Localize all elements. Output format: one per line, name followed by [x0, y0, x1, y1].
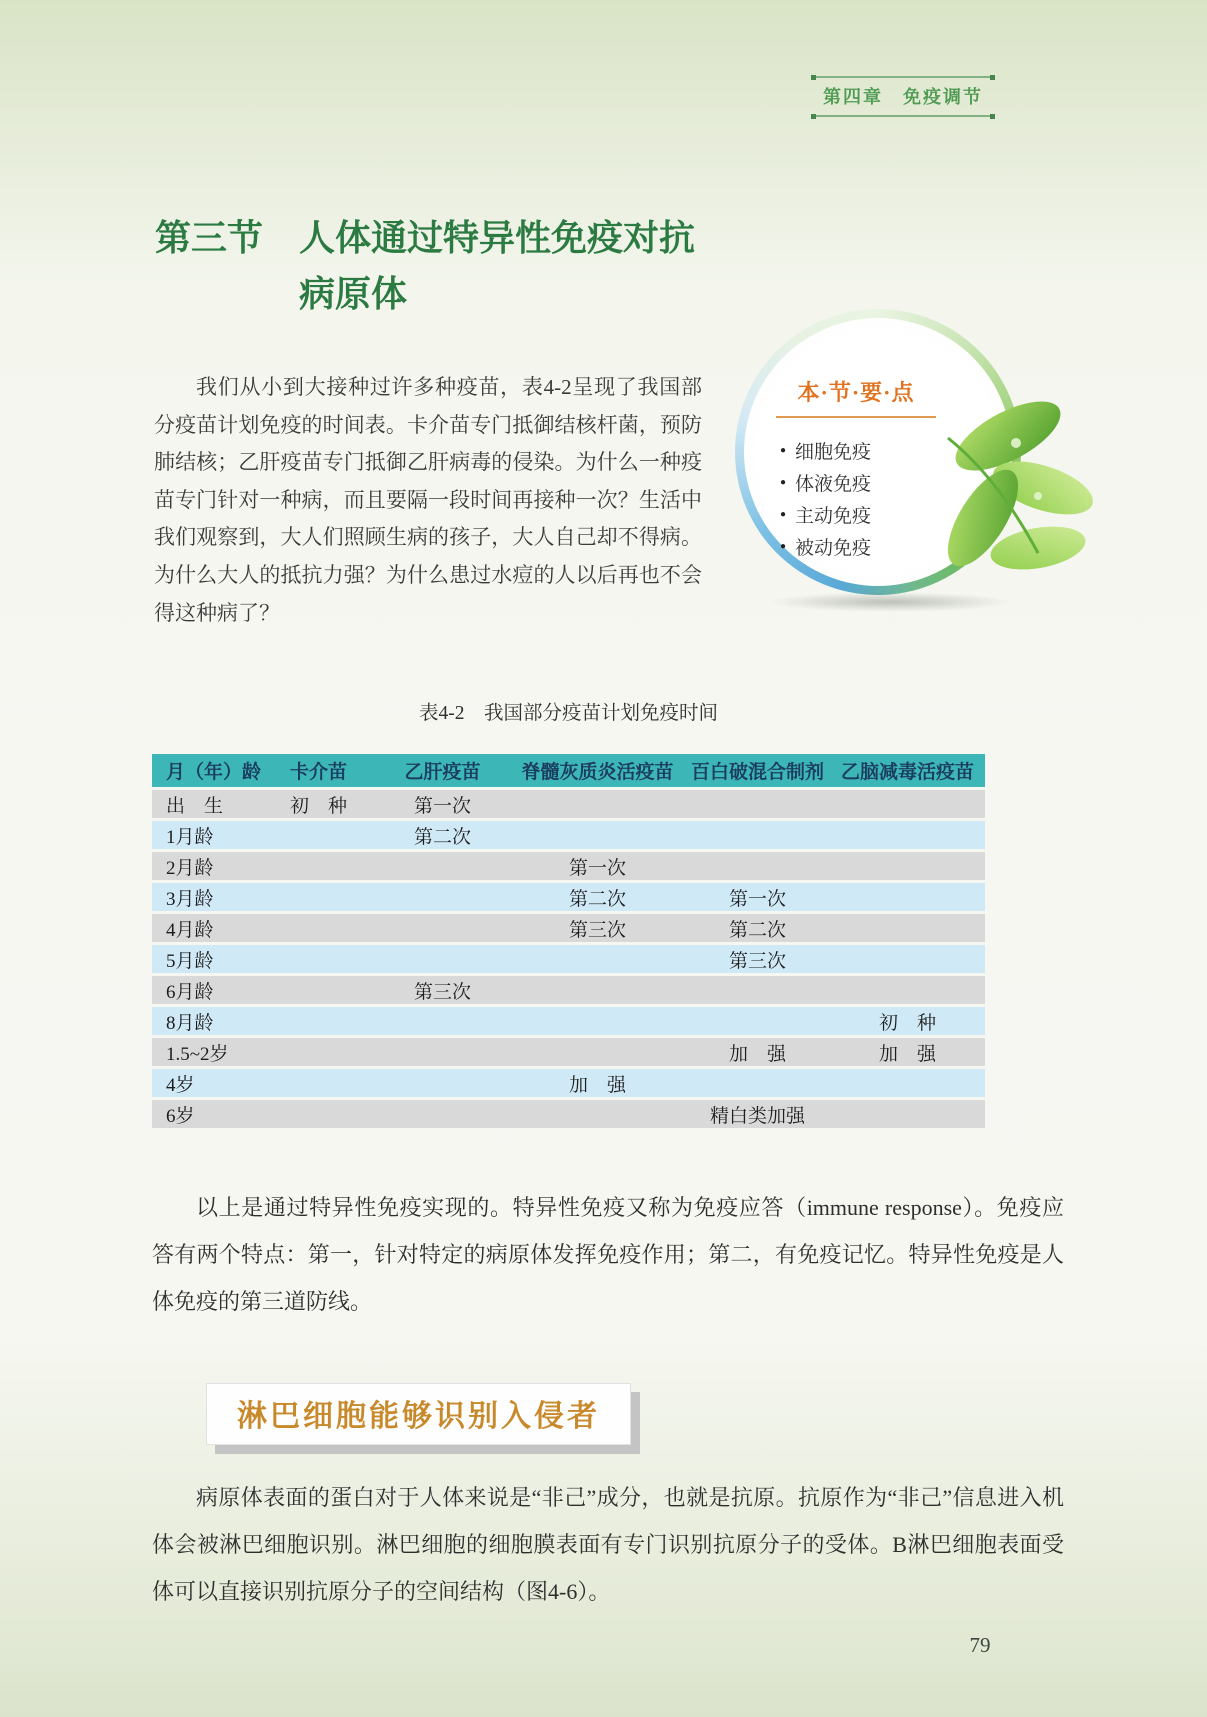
table-cell: 第三次: [728, 950, 786, 972]
section-title-text: [299, 210, 695, 322]
keypoint-item: [780, 466, 936, 498]
keypoint-label: 被动免疫: [795, 537, 872, 559]
bullet-icon: ●: [780, 476, 787, 488]
table-cell: 2月龄: [166, 857, 214, 879]
table-row: [152, 852, 985, 880]
table-cell: 第三次: [413, 981, 471, 1003]
table-cell: 6岁: [166, 1105, 195, 1127]
table-row: [152, 1100, 985, 1128]
table-cell: 初 种: [878, 1012, 936, 1034]
table-cell: 第一次: [568, 857, 626, 879]
table-cell: 1月龄: [166, 826, 214, 848]
table-cell: 第一次: [413, 795, 471, 817]
chapter-header: [813, 76, 993, 117]
header-rule-bottom: [813, 115, 993, 117]
table-row: [152, 790, 985, 818]
table-row: [152, 1038, 985, 1066]
table-cell: 第三次: [568, 919, 626, 941]
page-number: 79: [969, 1633, 991, 1657]
table-header-cell: 乙脑减毒活疫苗: [840, 762, 974, 783]
table-cell: 3月龄: [166, 888, 214, 910]
table-cell: 1.5~2岁: [166, 1043, 229, 1065]
ring-shadow: [768, 592, 1013, 612]
keypoint-item: [780, 434, 936, 466]
leaf-group: [934, 388, 1099, 577]
table-cell: 加 强: [878, 1043, 936, 1065]
keypoints-list: [776, 434, 936, 562]
table-header-cell: 卡介苗: [289, 762, 347, 783]
section-title: [155, 210, 695, 322]
table-header-cell: 百白破混合制剂: [690, 762, 824, 783]
table-row: [152, 945, 985, 973]
keypoint-label: 主动免疫: [795, 505, 872, 527]
table-row: [152, 883, 985, 911]
section-title-line2: 病原体: [299, 274, 408, 314]
specific-immunity-paragraph: 以上是通过特异性免疫实现的。特异性免疫又称为免疫应答（immune response）。免疫应答有两个特点：第一，针对特定的病原体发挥免疫作用；第二，有免疫记忆。特异性免疫是人体免疫的第三道防线。: [152, 1195, 1064, 1314]
table-row: [152, 1069, 985, 1097]
table-cell: 6月龄: [166, 981, 214, 1003]
vaccine-table: [152, 754, 985, 1131]
table-row: [152, 821, 985, 849]
table-cell: 5月龄: [166, 950, 214, 972]
section-label: 第三节: [155, 218, 264, 258]
keypoint-label: 细胞免疫: [795, 441, 872, 463]
table-cell: 初 种: [289, 795, 347, 817]
table-cell: 精白类加强: [709, 1105, 805, 1127]
vaccine-table-header: [152, 754, 985, 787]
header-rule-top: [813, 76, 993, 78]
table-header-cell: 脊髓灰质炎活疫苗: [521, 762, 674, 783]
table-header-cell: 乙肝疫苗: [404, 762, 481, 783]
vaccine-table-body: [152, 790, 985, 1128]
antigen-paragraph: 病原体表面的蛋白对于人体来说是“非己”成分，也就是抗原。抗原作为“非己”信息进入机体会被淋巴细胞识别。淋巴细胞的细胞膜表面有专门识别抗原分子的受体。B淋巴细胞表面受体可以直接识别抗原分子的空间结构（图4-6）。: [152, 1485, 1064, 1604]
bullet-icon: ●: [780, 540, 787, 552]
table-header-cell: 月（年）龄: [166, 762, 262, 783]
table-cell: 第二次: [568, 888, 626, 910]
table-cell: 出 生: [166, 795, 224, 817]
keypoint-item: [780, 498, 936, 530]
table-cell: 4岁: [166, 1074, 195, 1096]
keypoints-panel: [776, 376, 936, 562]
subheading-box: 淋巴细胞能够识别入侵者: [206, 1383, 631, 1445]
table-row: [152, 976, 985, 1004]
chapter-title: 第四章 免疫调节: [823, 87, 983, 107]
table-cell: 第二次: [413, 826, 471, 848]
table-cell: 第二次: [728, 919, 786, 941]
table-row: [152, 1007, 985, 1035]
keypoints-title: 本·节·要·点: [776, 376, 936, 418]
keypoint-item: [780, 530, 936, 562]
bullet-icon: ●: [780, 444, 787, 456]
bullet-icon: ●: [780, 508, 787, 520]
section-title-line1: 人体通过特异性免疫对抗: [299, 218, 696, 258]
table-caption: 表4-2 我国部分疫苗计划免疫时间: [419, 703, 718, 724]
table-cell: 加 强: [568, 1074, 626, 1096]
table-row: [152, 914, 985, 942]
keypoint-label: 体液免疫: [795, 473, 872, 495]
table-cell: 加 强: [728, 1043, 786, 1065]
table-cell: 第一次: [728, 888, 786, 910]
table-cell: 8月龄: [166, 1012, 214, 1034]
intro-paragraph: 我们从小到大接种过许多种疫苗，表4-2呈现了我国部分疫苗计划免疫的时间表。卡介苗专门抵御结核杆菌，预防肺结核；乙肝疫苗专门抵御乙肝病毒的侵染。为什么一种疫苗专门针对一种病，而且要隔一段时间再接种一次？生活中我们观察到，大人们照顾生病的孩子，大人自己却不得病。为什么大人的抵抗力强？为什么患过水痘的人以后再也不会得这种病了？: [154, 375, 702, 625]
table-cell: 4月龄: [166, 919, 214, 941]
